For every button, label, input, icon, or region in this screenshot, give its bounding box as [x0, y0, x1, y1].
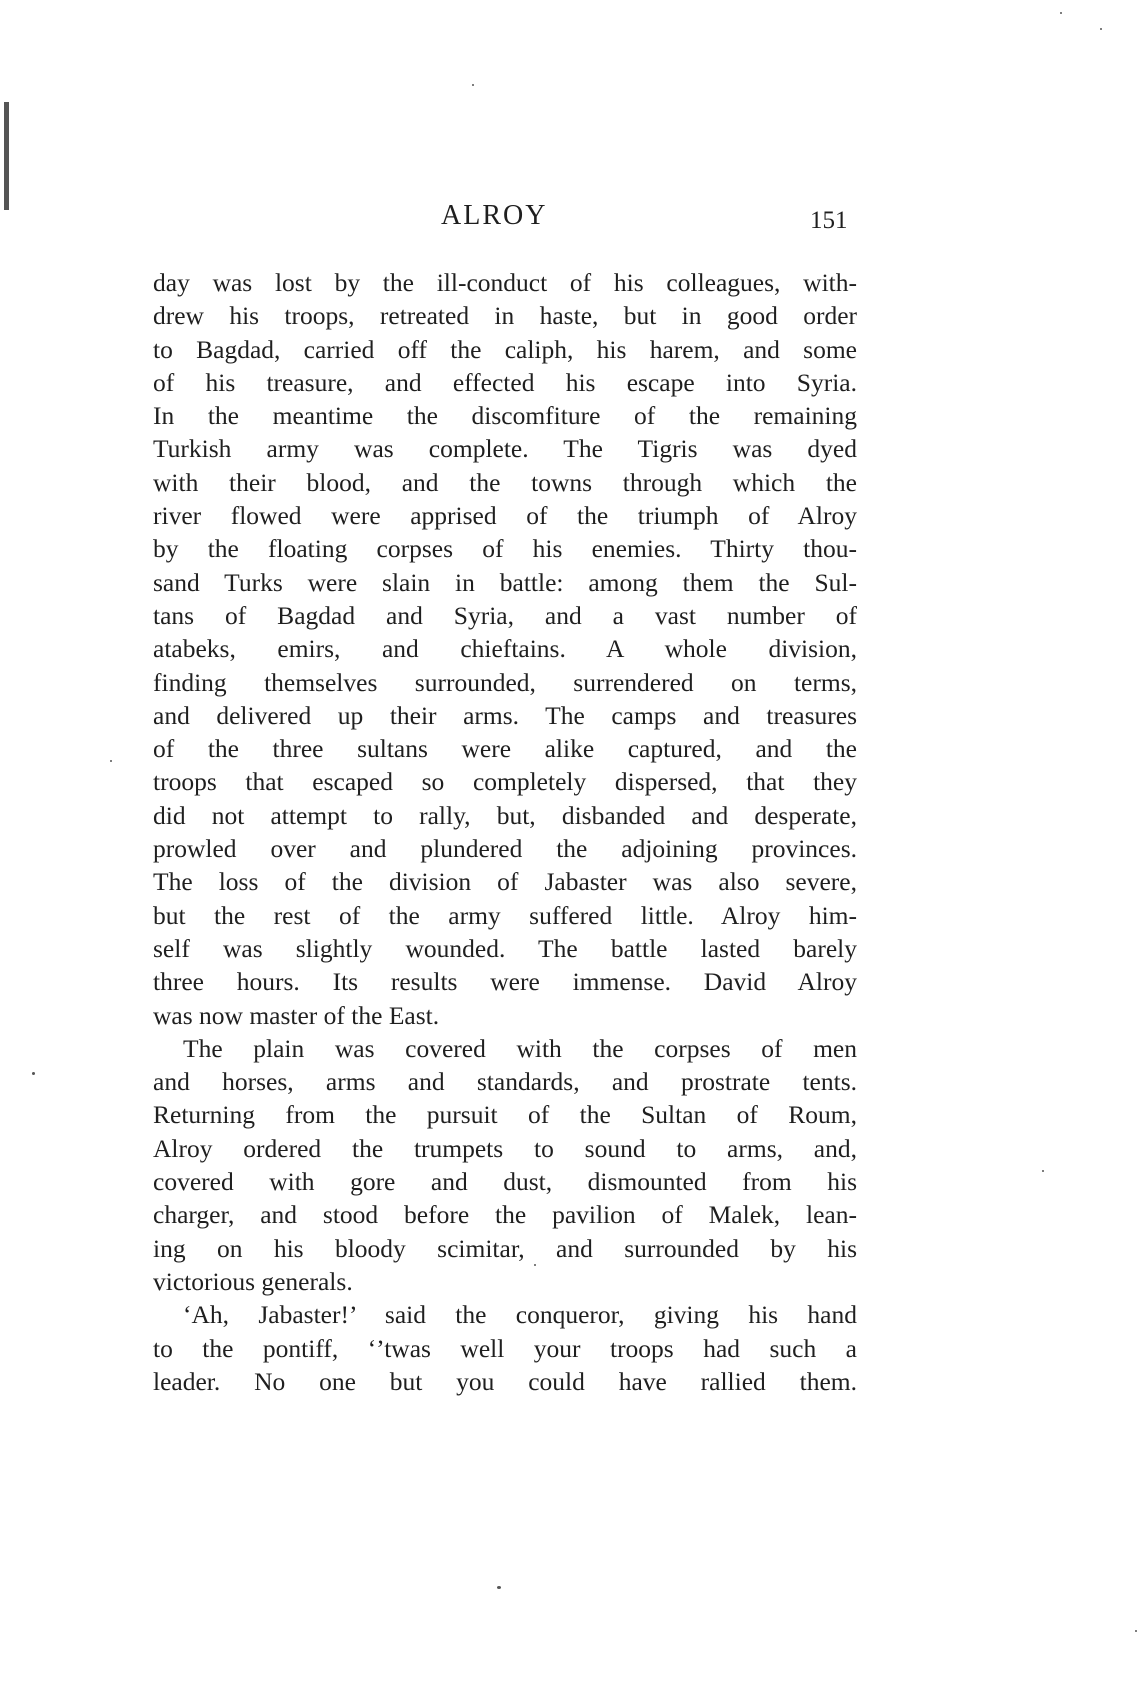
paragraph-1 [153, 266, 857, 1032]
text-line: atabeks, emirs, and chieftains. A whole division, [153, 634, 857, 664]
scan-edge-mark [4, 102, 9, 210]
scan-speck [534, 1264, 536, 1266]
text-line: with their blood, and the towns through which the [153, 467, 857, 497]
text-line: but the rest of the army suffered little. Alroy him- [153, 900, 857, 930]
scan-speck [472, 84, 474, 86]
text-line: finding themselves surrounded, surrendered on terms, [153, 667, 857, 697]
text-line: ‘Ah, Jabaster!’ said the conqueror, giving his hand [183, 1300, 857, 1330]
text-line: prowled over and plundered the adjoining provinces. [153, 834, 857, 864]
text-line: leader. No one but you could have rallied them. [153, 1366, 857, 1396]
text-line: river flowed were apprised of the triumph of Alroy [153, 501, 857, 531]
text-line: Returning from the pursuit of the Sultan of Roum, [153, 1100, 857, 1130]
text-line: In the meantime the discomfiture of the remaining [153, 401, 857, 431]
scan-speck [110, 760, 112, 762]
running-title: ALROY [441, 200, 548, 231]
scan-speck [497, 1586, 501, 1589]
scan-speck [1135, 1630, 1137, 1632]
text-line: The plain was covered with the corpses of men [183, 1033, 857, 1063]
scan-speck [1100, 28, 1102, 30]
text-line: troops that escaped so completely dispersed, that they [153, 767, 857, 797]
text-line: did not attempt to rally, but, disbanded and desperate, [153, 800, 857, 830]
paragraph-3 [153, 1298, 857, 1398]
text-line: sand Turks were slain in battle: among them the Sul- [153, 567, 857, 597]
text-line: to Bagdad, carried off the caliph, his harem, and some [153, 334, 857, 364]
scan-speck [32, 1072, 35, 1075]
text-line: drew his troops, retreated in haste, but in good order [153, 301, 857, 331]
body-text [153, 266, 857, 1398]
text-line: covered with gore and dust, dismounted from his [153, 1167, 857, 1197]
text-line: of his treasure, and effected his escape into Syria. [153, 367, 857, 397]
text-line: was now master of the East. [153, 1000, 440, 1030]
text-line: The loss of the division of Jabaster was also severe, [153, 867, 857, 897]
text-line: and delivered up their arms. The camps and treasures [153, 700, 857, 730]
text-line: tans of Bagdad and Syria, and a vast number of [153, 600, 857, 630]
text-line: Turkish army was complete. The Tigris was dyed [153, 434, 857, 464]
text-line: charger, and stood before the pavilion of Malek, lean- [153, 1200, 857, 1230]
text-line: victorious generals. [153, 1266, 353, 1296]
page-number: 151 [810, 207, 848, 234]
text-line: to the pontiff, ‘’twas well your troops had such a [153, 1333, 857, 1363]
text-line: of the three sultans were alike captured, and the [153, 734, 857, 764]
running-head [0, 196, 1146, 236]
paragraph-2 [153, 1032, 857, 1298]
text-line: ing on his bloody scimitar, and surrounded by his [153, 1233, 857, 1263]
text-line: self was slightly wounded. The battle lasted barely [153, 933, 857, 963]
text-line: Alroy ordered the trumpets to sound to arms, and, [153, 1133, 857, 1163]
text-line: three hours. Its results were immense. David Alroy [153, 967, 857, 997]
text-line: and horses, arms and standards, and prostrate tents. [153, 1067, 857, 1097]
text-line: day was lost by the ill-conduct of his colleagues, with- [153, 268, 857, 297]
scan-speck [1042, 1170, 1044, 1172]
scan-speck [1060, 12, 1062, 14]
text-line: by the floating corpses of his enemies. Thirty thou- [153, 534, 857, 564]
